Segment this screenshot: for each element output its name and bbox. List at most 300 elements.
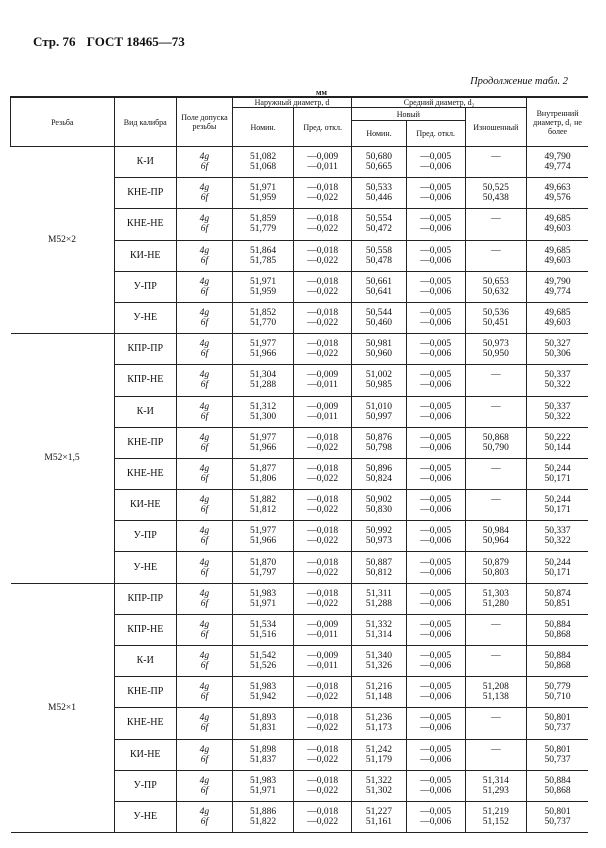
mid-nomin-cell [352, 302, 407, 333]
field-value: 4g [199, 245, 210, 256]
outer-nomin-value: 51,288 [250, 380, 277, 391]
outer-dev-value: —0,018 [307, 557, 339, 568]
mid-nomin-value: 50,824 [365, 473, 393, 484]
inner-cell [527, 458, 588, 489]
outer-nomin-cell [232, 677, 293, 708]
worn-cell [465, 396, 527, 427]
worn-value [466, 474, 527, 484]
worn-value: 50,950 [482, 349, 509, 360]
gauge-label: КНЕ-ПР [127, 187, 164, 199]
worn-value: — [491, 744, 501, 755]
mid-dev-value: —0,006 [420, 692, 452, 703]
worn-cell [465, 521, 527, 552]
mid-dev-value: —0,006 [420, 785, 452, 796]
gauge-cell [114, 614, 176, 645]
outer-nomin-value: 51,770 [250, 318, 277, 329]
mid-dev-value: —0,006 [420, 754, 452, 765]
outer-dev-value: —0,018 [307, 245, 339, 256]
mid-nomin-value: 50,830 [365, 505, 393, 516]
mid-nomin-value: 51,002 [365, 370, 393, 381]
field-value: 6f [200, 349, 209, 360]
mid-nomin-value: 51,311 [366, 588, 392, 599]
outer-dev-value: —0,022 [307, 754, 339, 765]
inner-value: 50,874 [544, 588, 571, 599]
inner-value: 50,868 [544, 629, 571, 640]
field-cell [176, 552, 232, 583]
field-value: 4g [199, 276, 210, 287]
outer-dev-value: —0,011 [307, 411, 338, 422]
outer-dev-value: —0,022 [307, 567, 339, 578]
mid-dev-cell [406, 521, 465, 552]
field-value: 6f [200, 629, 209, 640]
worn-value: 50,964 [482, 536, 509, 547]
worn-cell [465, 646, 527, 677]
gauge-cell [114, 178, 176, 209]
mid-nomin-cell [352, 334, 407, 365]
inner-value: 50,306 [544, 349, 571, 360]
outer-nomin-value: 51,971 [250, 183, 277, 194]
outer-dev-value: —0,018 [307, 276, 339, 287]
gauge-label: КПР-ПР [127, 343, 164, 355]
field-value: 6f [200, 318, 209, 329]
mid-nomin-cell [352, 646, 407, 677]
inner-value: 49,663 [544, 183, 571, 194]
outer-nomin-cell [232, 739, 293, 770]
outer-dev-value: —0,022 [307, 349, 339, 360]
outer-dev-value: —0,018 [307, 183, 339, 194]
mid-dev-cell [406, 739, 465, 770]
inner-value: 49,603 [544, 224, 571, 235]
mid-dev-value: —0,006 [420, 255, 452, 266]
inner-value: 50,801 [544, 713, 571, 724]
inner-value: 50,801 [544, 807, 571, 818]
field-value: 4g [199, 339, 210, 350]
inner-value: 49,576 [544, 193, 571, 204]
mid-dev-value: —0,006 [420, 411, 452, 422]
worn-value [466, 723, 527, 733]
mid-nomin-value: 50,533 [365, 183, 393, 194]
outer-nomin-cell [232, 708, 293, 739]
worn-cell [465, 240, 527, 271]
outer-nomin-value: 51,516 [250, 629, 277, 640]
outer-dev-value: —0,009 [307, 370, 339, 381]
mid-dev-cell [406, 552, 465, 583]
page-header [33, 34, 193, 50]
gauge-label: У-ПР [133, 280, 157, 292]
worn-value: 50,653 [482, 276, 509, 287]
outer-nomin-cell [232, 614, 293, 645]
mid-dev-cell [406, 490, 465, 521]
inner-cell [527, 365, 588, 396]
mid-dev-cell [406, 458, 465, 489]
mid-dev-value: —0,006 [420, 286, 452, 297]
mid-dev-value: —0,005 [420, 651, 452, 662]
field-value: 6f [200, 505, 209, 516]
worn-value: — [491, 713, 501, 724]
inner-value: 50,322 [544, 536, 571, 547]
inner-cell [527, 209, 588, 240]
field-value: 6f [200, 598, 209, 609]
field-cell [176, 490, 232, 521]
mid-nomin-value: 50,960 [365, 349, 393, 360]
mid-nomin-value: 51,010 [365, 401, 393, 412]
mid-dev-cell [406, 583, 465, 614]
gauge-label: КИ-НЕ [129, 748, 161, 760]
outer-dev-value: —0,018 [307, 339, 339, 350]
worn-value [466, 162, 527, 172]
outer-nomin-cell [232, 801, 293, 832]
worn-cell [465, 147, 527, 178]
mid-dev-cell [406, 240, 465, 271]
field-cell [176, 646, 232, 677]
gauge-label: КПР-ПР [127, 592, 164, 604]
mid-nomin-cell [352, 458, 407, 489]
field-value: 4g [199, 651, 210, 662]
outer-dev-cell [294, 302, 352, 333]
outer-nomin-cell [232, 458, 293, 489]
outer-dev-cell [294, 365, 352, 396]
field-value: 6f [200, 692, 209, 703]
outer-dev-value: —0,009 [307, 619, 339, 630]
col-pole: Поле допуска резьбы [176, 97, 232, 147]
outer-dev-value: —0,018 [307, 588, 339, 599]
mid-nomin-value: 50,887 [365, 557, 393, 568]
mid-dev-cell [406, 334, 465, 365]
mid-nomin-value: 50,665 [365, 162, 393, 173]
outer-nomin-cell [232, 427, 293, 458]
inner-value: 50,710 [544, 692, 571, 703]
field-cell [176, 334, 232, 365]
outer-nomin-value: 51,870 [250, 557, 277, 568]
field-value: 6f [200, 536, 209, 547]
outer-nomin-value: 51,983 [250, 775, 277, 786]
worn-value [466, 224, 527, 234]
mid-dev-value: —0,006 [420, 723, 452, 734]
inner-value: 50,337 [544, 401, 571, 412]
worn-value: 51,219 [482, 807, 509, 818]
outer-dev-cell [294, 521, 352, 552]
gauge-cell [114, 677, 176, 708]
gauge-cell [114, 334, 176, 365]
field-value: 6f [200, 162, 209, 173]
inner-cell [527, 646, 588, 677]
outer-dev-value: —0,018 [307, 775, 339, 786]
worn-value: — [491, 495, 501, 506]
field-cell [176, 302, 232, 333]
outer-dev-value: —0,018 [307, 463, 339, 474]
inner-value: 50,244 [544, 463, 571, 474]
inner-value: 50,884 [544, 651, 571, 662]
gauge-cell [114, 646, 176, 677]
outer-dev-value: —0,011 [307, 162, 338, 173]
field-value: 4g [199, 619, 210, 630]
mid-dev-cell [406, 396, 465, 427]
mid-dev-value: —0,005 [420, 370, 452, 381]
mid-dev-cell [406, 302, 465, 333]
outer-nomin-value: 51,983 [250, 682, 277, 693]
col-outer-nomin: Номин. [232, 108, 293, 147]
inner-cell [527, 271, 588, 302]
mid-dev-value: —0,006 [420, 349, 452, 360]
mid-dev-value: —0,005 [420, 744, 452, 755]
outer-nomin-value: 51,779 [250, 224, 277, 235]
worn-value: 51,152 [482, 817, 509, 828]
field-cell [176, 396, 232, 427]
worn-value [466, 755, 527, 765]
outer-nomin-value: 51,882 [250, 495, 277, 506]
outer-nomin-value: 51,977 [250, 526, 277, 537]
inner-cell [527, 614, 588, 645]
worn-value: — [491, 651, 501, 662]
mid-dev-value: —0,005 [420, 152, 452, 163]
mid-dev-value: —0,005 [420, 557, 452, 568]
gauge-cell [114, 458, 176, 489]
mid-dev-cell [406, 147, 465, 178]
field-cell [176, 427, 232, 458]
outer-nomin-value: 51,877 [250, 463, 277, 474]
outer-dev-value: —0,022 [307, 193, 339, 204]
outer-nomin-cell [232, 521, 293, 552]
mid-nomin-value: 51,332 [365, 619, 393, 630]
table-row [11, 334, 589, 365]
field-value: 6f [200, 754, 209, 765]
outer-nomin-cell [232, 178, 293, 209]
gost-number: ГОСТ 18465—73 [86, 34, 185, 49]
field-cell [176, 458, 232, 489]
worn-value [466, 505, 527, 515]
outer-nomin-cell [232, 770, 293, 801]
gauge-cell [114, 521, 176, 552]
mid-nomin-value: 50,902 [365, 495, 393, 506]
worn-cell [465, 677, 527, 708]
outer-nomin-value: 51,068 [250, 162, 277, 173]
field-cell [176, 209, 232, 240]
inner-value: 50,337 [544, 370, 571, 381]
mid-dev-value: —0,006 [420, 162, 452, 173]
table-row [11, 147, 589, 178]
outer-nomin-value: 51,312 [250, 401, 277, 412]
outer-nomin-value: 51,785 [250, 255, 277, 266]
inner-value: 50,171 [544, 505, 571, 516]
gauge-label: У-ПР [133, 530, 157, 542]
inner-value: 50,884 [544, 775, 571, 786]
outer-dev-value: —0,018 [307, 308, 339, 319]
outer-nomin-value: 51,971 [250, 598, 277, 609]
mid-dev-value: —0,005 [420, 807, 452, 818]
worn-value: 51,138 [482, 692, 509, 703]
outer-dev-value: —0,022 [307, 723, 339, 734]
worn-value: 50,790 [482, 442, 509, 453]
inner-value: 50,884 [544, 619, 571, 630]
mid-nomin-value: 51,288 [365, 598, 393, 609]
inner-value: 49,603 [544, 255, 571, 266]
worn-value: 51,314 [482, 775, 509, 786]
worn-value: 50,525 [482, 183, 509, 194]
outer-nomin-value: 51,822 [250, 817, 277, 828]
mid-dev-value: —0,005 [420, 682, 452, 693]
outer-nomin-cell [232, 490, 293, 521]
mid-dev-cell [406, 614, 465, 645]
worn-value: 51,208 [482, 682, 509, 693]
field-value: 6f [200, 224, 209, 235]
outer-dev-value: —0,011 [307, 380, 338, 391]
mid-nomin-value: 51,326 [365, 661, 393, 672]
outer-dev-value: —0,022 [307, 255, 339, 266]
mid-nomin-cell [352, 396, 407, 427]
outer-nomin-value: 51,864 [250, 245, 277, 256]
mid-dev-value: —0,005 [420, 308, 452, 319]
col-inner: Внутренний диаметр, d₁ не более [527, 97, 588, 147]
field-value: 6f [200, 193, 209, 204]
gauge-label: КПР-НЕ [127, 374, 164, 386]
outer-dev-value: —0,011 [307, 629, 338, 640]
mid-nomin-value: 50,876 [365, 432, 393, 443]
gauge-cell [114, 708, 176, 739]
worn-cell [465, 739, 527, 770]
field-value: 4g [199, 807, 210, 818]
worn-value: 50,536 [482, 308, 509, 319]
mid-nomin-value: 50,558 [365, 245, 393, 256]
outer-dev-cell [294, 147, 352, 178]
mid-nomin-value: 50,641 [365, 286, 393, 297]
inner-value: 50,327 [544, 339, 571, 350]
mid-dev-cell [406, 770, 465, 801]
outer-dev-value: —0,022 [307, 224, 339, 235]
outer-dev-value: —0,018 [307, 432, 339, 443]
outer-dev-cell [294, 552, 352, 583]
outer-dev-value: —0,018 [307, 744, 339, 755]
mid-nomin-value: 50,812 [365, 567, 393, 578]
col-mid: Средний диаметр, d₂ [352, 97, 527, 108]
field-value: 4g [199, 744, 210, 755]
worn-value: 50,879 [482, 557, 509, 568]
mid-nomin-value: 50,997 [365, 411, 393, 422]
gauge-cell [114, 552, 176, 583]
mid-nomin-value: 51,216 [365, 682, 393, 693]
mid-dev-cell [406, 365, 465, 396]
worn-value: 50,438 [482, 193, 509, 204]
gauge-label: КНЕ-ПР [127, 686, 164, 698]
outer-dev-cell [294, 770, 352, 801]
mid-nomin-value: 51,242 [365, 744, 393, 755]
inner-value: 50,737 [544, 817, 571, 828]
outer-dev-cell [294, 646, 352, 677]
outer-dev-cell [294, 490, 352, 521]
outer-nomin-value: 51,542 [250, 651, 277, 662]
inner-cell [527, 583, 588, 614]
mid-nomin-cell [352, 583, 407, 614]
mid-dev-value: —0,005 [420, 775, 452, 786]
mid-nomin-value: 51,161 [365, 817, 393, 828]
gauge-label: КНЕ-НЕ [126, 717, 164, 729]
outer-dev-value: —0,022 [307, 692, 339, 703]
mid-dev-value: —0,005 [420, 401, 452, 412]
outer-nomin-value: 51,898 [250, 744, 277, 755]
outer-nomin-value: 51,837 [250, 754, 277, 765]
gauge-cell [114, 240, 176, 271]
worn-cell [465, 708, 527, 739]
inner-value: 49,774 [544, 286, 571, 297]
col-outer: Наружный диаметр, d [232, 97, 351, 108]
inner-value: 50,171 [544, 473, 571, 484]
field-value: 4g [199, 370, 210, 381]
outer-dev-cell [294, 240, 352, 271]
outer-nomin-value: 51,959 [250, 286, 277, 297]
outer-dev-value: —0,018 [307, 682, 339, 693]
worn-cell [465, 490, 527, 521]
field-cell [176, 583, 232, 614]
outer-dev-value: —0,018 [307, 713, 339, 724]
outer-nomin-cell [232, 365, 293, 396]
worn-cell [465, 427, 527, 458]
outer-dev-value: —0,022 [307, 286, 339, 297]
inner-cell [527, 334, 588, 365]
mid-nomin-cell [352, 521, 407, 552]
gauge-label: У-НЕ [133, 561, 158, 573]
inner-value: 50,144 [544, 442, 571, 453]
mid-nomin-value: 50,985 [365, 380, 393, 391]
field-cell [176, 240, 232, 271]
gauge-label: К-И [136, 405, 154, 417]
outer-nomin-value: 51,966 [250, 442, 277, 453]
outer-dev-cell [294, 708, 352, 739]
field-value: 6f [200, 817, 209, 828]
mid-dev-cell [406, 708, 465, 739]
mid-dev-value: —0,005 [420, 214, 452, 225]
outer-nomin-value: 51,983 [250, 588, 277, 599]
field-value: 4g [199, 401, 210, 412]
outer-dev-value: —0,009 [307, 152, 339, 163]
field-cell [176, 677, 232, 708]
inner-value: 49,685 [544, 308, 571, 319]
field-value: 4g [199, 463, 210, 474]
field-value: 4g [199, 682, 210, 693]
field-value: 4g [199, 152, 210, 163]
worn-cell [465, 801, 527, 832]
outer-dev-value: —0,022 [307, 318, 339, 329]
field-cell [176, 521, 232, 552]
worn-value: — [491, 370, 501, 381]
col-new: Новый [352, 108, 465, 121]
outer-nomin-cell [232, 396, 293, 427]
mid-nomin-cell [352, 490, 407, 521]
field-value: 4g [199, 526, 210, 537]
mid-nomin-value: 51,179 [365, 754, 393, 765]
inner-value: 50,244 [544, 495, 571, 506]
inner-value: 49,685 [544, 245, 571, 256]
outer-nomin-value: 51,893 [250, 713, 277, 724]
mid-nomin-value: 50,973 [365, 536, 393, 547]
mid-nomin-value: 51,173 [365, 723, 393, 734]
mid-nomin-value: 51,236 [365, 713, 393, 724]
gauge-cell [114, 427, 176, 458]
field-cell [176, 739, 232, 770]
mid-nomin-cell [352, 739, 407, 770]
outer-nomin-cell [232, 240, 293, 271]
mid-dev-value: —0,005 [420, 245, 452, 256]
outer-dev-value: —0,018 [307, 807, 339, 818]
gauge-label: КИ-НЕ [129, 249, 161, 261]
outer-dev-cell [294, 614, 352, 645]
gauge-cell [114, 583, 176, 614]
mid-dev-value: —0,005 [420, 495, 452, 506]
outer-dev-value: —0,022 [307, 785, 339, 796]
field-value: 4g [199, 308, 210, 319]
mid-dev-value: —0,006 [420, 817, 452, 828]
mid-nomin-value: 50,896 [365, 463, 393, 474]
mid-dev-value: —0,006 [420, 442, 452, 453]
inner-cell [527, 427, 588, 458]
